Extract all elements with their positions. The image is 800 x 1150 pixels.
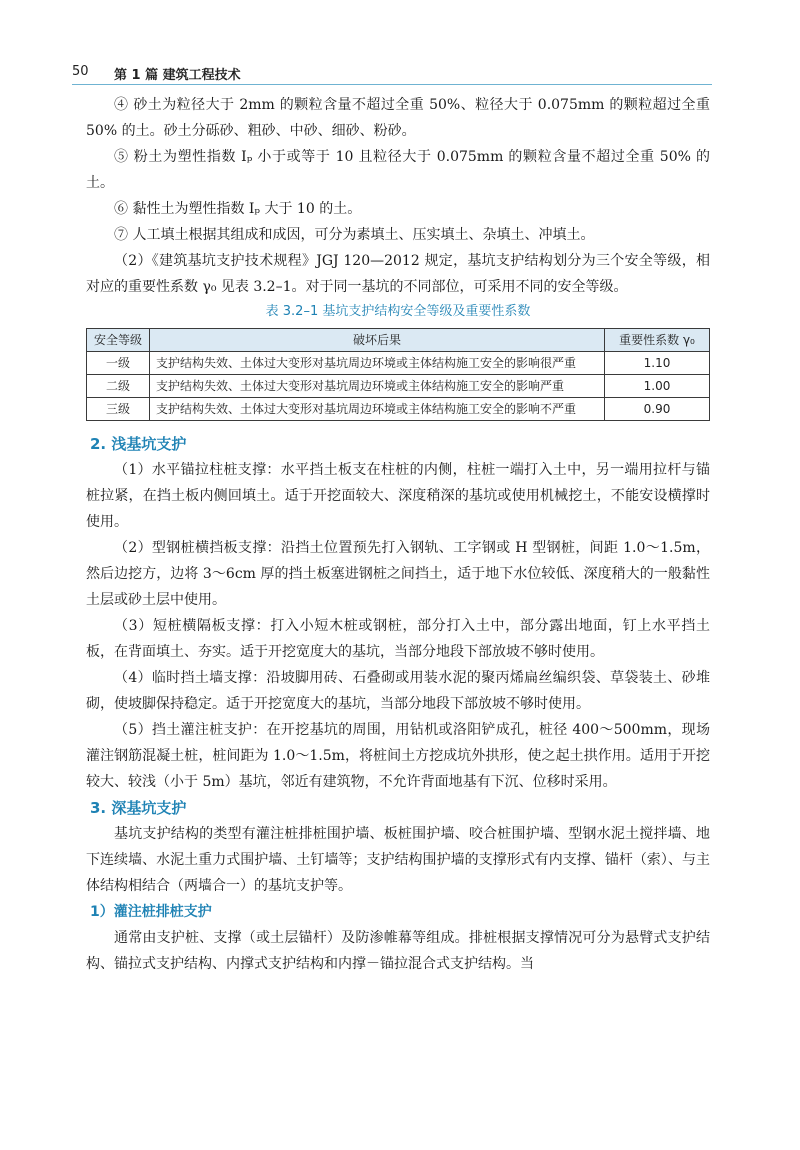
chapter-title: 第 1 篇 建筑工程技术	[114, 68, 241, 83]
paragraph-silt: ⑤ 粉土为塑性指数 Iₚ 小于或等于 10 且粒径大于 0.075mm 的颗粒含量不超过全重 50% 的土。	[86, 149, 710, 191]
header-coefficient: 重要性系数 γ₀	[605, 329, 710, 352]
table-row	[87, 352, 710, 375]
table-row	[87, 398, 710, 421]
paragraph-bored-pile: （5）挡土灌注桩支护：在开挖基坑的周围，用钻机或洛阳铲成孔，桩径 400～500mm，现场灌注钢筋混凝土桩，桩间距为 1.0～1.5m，将桩间土方挖成坑外拱形，使之起土拱作用。适用于开挖较大、较浅（小于 5m）基坑，邻近有建筑物，不允许背面地基有下沉、位移时采用。	[86, 722, 710, 790]
header-consequence: 破坏后果	[150, 329, 605, 352]
cell-coefficient: 1.10	[605, 352, 710, 375]
paragraph-sand: ④ 砂土为粒径大于 2mm 的颗粒含量不超过全重 50%、粒径大于 0.075mm 的颗粒超过全重 50% 的土。砂土分砾砂、粗砂、中砂、细砂、粉砂。	[86, 97, 710, 139]
section-heading-deep-pit: 3. 深基坑支护	[90, 799, 187, 817]
page-body	[86, 92, 710, 977]
cell-consequence: 支护结构失效、土体过大变形对基坑周边环境或主体结构施工安全的影响不严重	[150, 398, 605, 421]
paragraph-bored-pile-composition: 通常由支护桩、支撑（或土层锚杆）及防渗帷幕等组成。排桩根据支撑情况可分为悬臂式支护结构、锚拉式支护结构、内撑式支护结构和内撑－锚拉混合式支护结构。当	[86, 930, 710, 972]
cell-grade: 二级	[87, 375, 150, 398]
cell-grade: 三级	[87, 398, 150, 421]
safety-grade-table	[86, 328, 710, 421]
table-header-row	[87, 329, 710, 352]
paragraph-deep-pit-types: 基坑支护结构的类型有灌注桩排桩围护墙、板桩围护墙、咬合桩围护墙、型钢水泥土搅拌墙、地下连续墙、水泥土重力式围护墙、土钉墙等；支护结构围护墙的支撑形式有内支撑、锚杆（索）、与主体结构相结合（两墙合一）的基坑支护等。	[86, 826, 710, 894]
cell-coefficient: 0.90	[605, 398, 710, 421]
cell-consequence: 支护结构失效、土体过大变形对基坑周边环境或主体结构施工安全的影响很严重	[150, 352, 605, 375]
paragraph-short-pile: （3）短桩横隔板支撑：打入小短木桩或钢桩，部分打入土中，部分露出地面，钉上水平挡土板，在背面填土、夯实。适于开挖宽度大的基坑，当部分地段下部放坡不够时使用。	[86, 618, 710, 660]
cell-consequence: 支护结构失效、土体过大变形对基坑周边环境或主体结构施工安全的影响严重	[150, 375, 605, 398]
table-row	[87, 375, 710, 398]
header-grade: 安全等级	[87, 329, 150, 352]
page-header	[72, 62, 712, 84]
cell-coefficient: 1.00	[605, 375, 710, 398]
paragraph-spec: （2）《建筑基坑支护技术规程》JGJ 120—2012 规定，基坑支护结构划分为三个安全等级，相对应的重要性系数 γ₀ 见表 3.2–1。对于同一基坑的不同部位，可采用不同的安全等级。	[86, 253, 710, 295]
page-number: 50	[72, 64, 89, 79]
subsection-heading-bored-pile: 1）灌注桩排桩支护	[90, 904, 212, 920]
paragraph-steel-pile: （2）型钢桩横挡板支撑：沿挡土位置预先打入钢轨、工字钢或 H 型钢桩，间距 1.0～1.5m，然后边挖方，边将 3～6cm 厚的挡土板塞进钢桩之间挡土，适于地下水位较低、深度稍大的一般黏性土层或砂土层中使用。	[86, 540, 710, 608]
paragraph-clay: ⑥ 黏性土为塑性指数 Iₚ 大于 10 的土。	[114, 201, 362, 217]
paragraph-retaining-wall: （4）临时挡土墙支撑：沿坡脚用砖、石叠砌或用装水泥的聚丙烯扁丝编织袋、草袋装土、砂堆砌，使坡脚保持稳定。适于开挖宽度大的基坑，当部分地段下部放坡不够时使用。	[86, 670, 710, 712]
paragraph-anchored-pile: （1）水平锚拉柱桩支撑：水平挡土板支在柱桩的内侧，柱桩一端打入土中，另一端用拉杆与锚桩拉紧，在挡土板内侧回填土。适于开挖面较大、深度稍深的基坑或使用机械挖土，不能安设横撑时使用。	[86, 462, 710, 530]
header-rule	[72, 84, 712, 85]
table-caption: 表 3.2–1 基坑支护结构安全等级及重要性系数	[265, 304, 531, 319]
section-heading-shallow-pit: 2. 浅基坑支护	[90, 435, 187, 453]
cell-grade: 一级	[87, 352, 150, 375]
paragraph-fill: ⑦ 人工填土根据其组成和成因，可分为素填土、压实填土、杂填土、冲填土。	[114, 227, 595, 243]
